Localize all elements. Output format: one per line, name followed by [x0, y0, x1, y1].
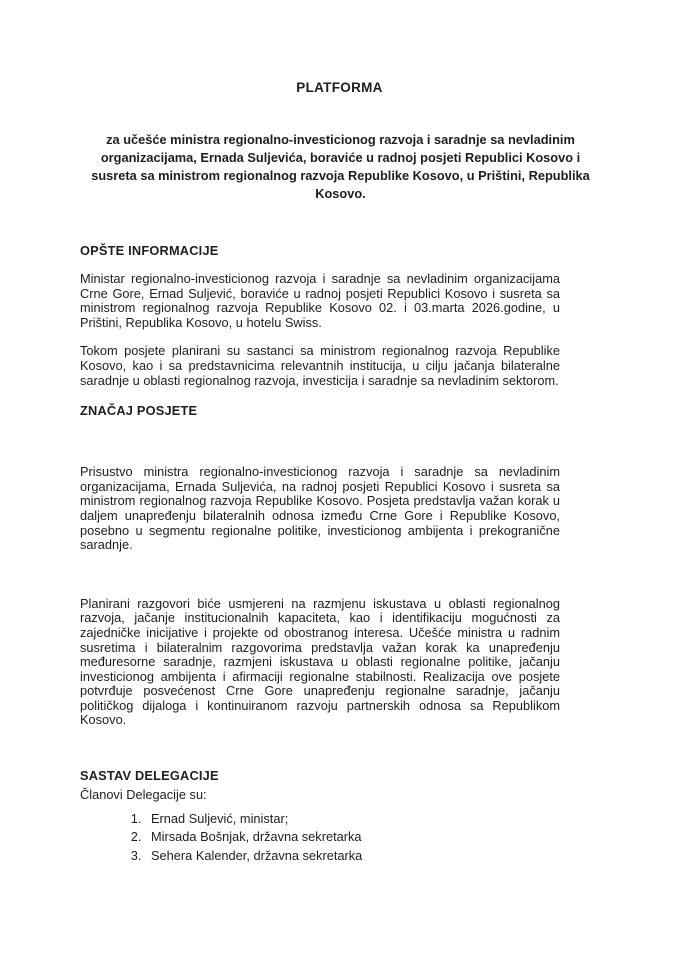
delegation-intro: Članovi Delegacije su:: [80, 787, 207, 803]
document-title: PLATFORMA: [296, 80, 383, 95]
paragraph-znacaj-posjete-2: Planirani razgovori biće usmjereni na razmjenu iskustava u oblasti regionalnog razvoja, jačanje institucionalnih kapaciteta, kao i identifikaciju mogućnosti za zajedničke inicijative i projekte od obostranog interesa. Učešće ministra u radnim susretima i bilateralnim razgovorima predstavlja važan korak ka unapređenju međuresorne saradnje, razmjeni iskustava u oblasti regionalne politike, jačanju investicionog ambijenta i afirmaciji regionalne stabilnosti. Realizacija ove posjete potvrđuje posvećenost Crne Gore unapređenju regionalne saradnje, jačanju političkog dijaloga i kontinuiranom razvoju partnerskih odnosa sa Republikom Kosovo.: [80, 595, 560, 728]
delegation-list: [80, 812, 500, 864]
delegation-list-item-3: 3. Sehera Kalender, državna sekretarka: [145, 849, 500, 864]
paragraph-opste-informacije-2: Tokom posjete planirani su sastanci sa ministrom regionalnog razvoja Republike Kosovo, kao i sa predstavnicima relevantnih institucija, u cilju jačanja bilateralne saradnje u oblasti regionalnog razvoja, investicija i saradnje sa nevladinim sektorom.: [80, 343, 560, 388]
paragraph-znacaj-posjete-1: Prisustvo ministra regionalno-investicionog razvoja i saradnje sa nevladinim organizacijama, Ernada Suljevića, na radnoj posjeti Republici Kosovo i susreta sa ministrom regionalnog razvoja Republike Kosovo. Posjeta predstavlja važan korak u daljem unapređenju bilateralnih odnosa između Crne Gore i Republike Kosovo, posebno u segmentu regionalne politike, investicionog ambijenta i prekogranične saradnje.: [80, 464, 560, 553]
delegation-list-item-2: 2. Mirsada Bošnjak, državna sekretarka: [145, 830, 500, 845]
section-heading-opste-informacije: OPŠTE INFORMACIJE: [80, 243, 219, 258]
delegation-list-item-1: 1. Ernad Suljević, ministar;: [145, 812, 500, 827]
paragraph-opste-informacije-1: Ministar regionalno-investicionog razvoja i saradnje sa nevladinim organizacijama Crne Gore, Ernad Suljević, boraviće u radnoj posjeti Republici Kosovo i susreta sa ministrom regionalnog razvoja Republike Kosovo 02. i 03.marta 2026.godine, u Prištini, Republika Kosovo, u hotelu Swiss.: [80, 271, 560, 330]
section-heading-znacaj-posjete: ZNAČAJ POSJETE: [80, 403, 198, 419]
document-subtitle: za učešće ministra regionalno-investicionog razvoja i saradnje sa nevladinim organizacijama, Ernada Suljevića, boraviće u radnoj posjeti Republici Kosovo i susreta sa ministrom regionalnog razvoja Republike Kosovo, u Prištini, Republika Kosovo.: [91, 132, 590, 201]
section-heading-sastav-delegacije: SASTAV DELEGACIJE: [80, 768, 219, 784]
